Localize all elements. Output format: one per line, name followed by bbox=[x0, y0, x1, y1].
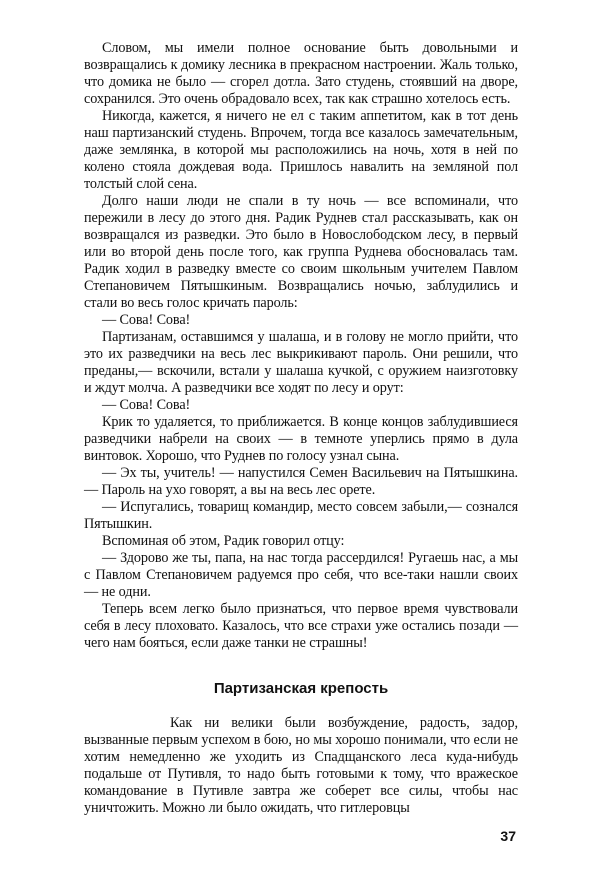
dialogue-line: — Сова! Сова! bbox=[102, 312, 191, 328]
page-body bbox=[84, 40, 518, 816]
page-number: 37 bbox=[500, 828, 516, 844]
dialogue-line: — Сова! Сова! bbox=[102, 397, 191, 413]
chapter-paragraph: Как ни велики были возбуждение, радость, задор, вызванные первым успехом в бою, но мы хорошо понимали, что если не хотим немедленно же уходить из Спадщанского леса куда-нибудь подальше от Путивля, то надо быть готовыми к тому, что вражеское командование в Путивле завтра же соберет все силы, чтобы нас уничтожить. Можно ли было ожидать, что гитлеровцы bbox=[84, 715, 518, 816]
dialogue-line: — Эх ты, учитель! — напустился Семен Васильевич на Пятышкина.— Пароль на ухо говорят, а вы на весь лес орете. bbox=[84, 465, 518, 498]
paragraph-3: Долго наши люди не спали в ту ночь — все вспоминали, что пережили в лесу до этого дня. Радик Руднев стал рассказывать, как он возвращался из разведки. Это было в Новослободском лесу, в первый или во второй день после того, как группа Руднева обосновалась там. Радик ходил в разведку вместе со своим школьным учителем Павлом Степановичем Пятышкиным. Возвращались ночью, заблудились и стали во весь голос кричать пароль: bbox=[84, 193, 518, 311]
chapter-body bbox=[84, 715, 518, 817]
paragraph-1: Словом, мы имели полное основание быть довольными и возвращались к домику лесника в прекрасном настроении. Жаль только, что домика не было — сгорел дотла. Зато студень, стоявший на дворе, сохранился. Это очень обрадовало всех, так как страшно хотелось есть. bbox=[84, 40, 518, 107]
paragraph-2: Никогда, кажется, я ничего не ел с таким аппетитом, как в тот день наш партизанский студень. Впрочем, тогда все казалось замечательным, даже землянка, в которой мы расположились на ночь, хотя в ней по колено стояла дождевая вода. Пришлось навалить на земляной пол толстый слой сена. bbox=[84, 108, 518, 192]
paragraph-5: Крик то удаляется, то приближается. В конце концов заблудившиеся разведчики набрели на своих — в темноте уперлись прямо в дула винтовок. Хорошо, что Руднев по голосу узнал сына. bbox=[84, 414, 518, 464]
paragraph-6: Вспоминая об этом, Радик говорил отцу: bbox=[102, 533, 345, 549]
paragraph-4: Партизанам, оставшимся у шалаша, и в голову не могло прийти, что это их разведчики на весь лес выкрикивают пароль. Они решили, что преданы,— вскочили, встали у шалаша кучкой, с оружием наизготовку и ждут молча. А разведчики все ходят по лесу и орут: bbox=[84, 329, 518, 396]
dialogue-line: — Испугались, товарищ командир, место совсем забыли,— сознался Пятышкин. bbox=[84, 499, 518, 532]
dialogue-line: — Здорово же ты, папа, на нас тогда рассердился! Ругаешь нас, а мы с Павлом Степановичем радуемся про себя, что все-таки нашли своих — не одни. bbox=[84, 550, 518, 600]
paragraph-7: Теперь всем легко было признаться, что первое время чувствовали себя в лесу плоховато. Казалось, что все страхи уже остались позади — чего нам бояться, если даже танки не страшны! bbox=[84, 601, 518, 651]
chapter-title: Партизанская крепость bbox=[213, 680, 389, 697]
